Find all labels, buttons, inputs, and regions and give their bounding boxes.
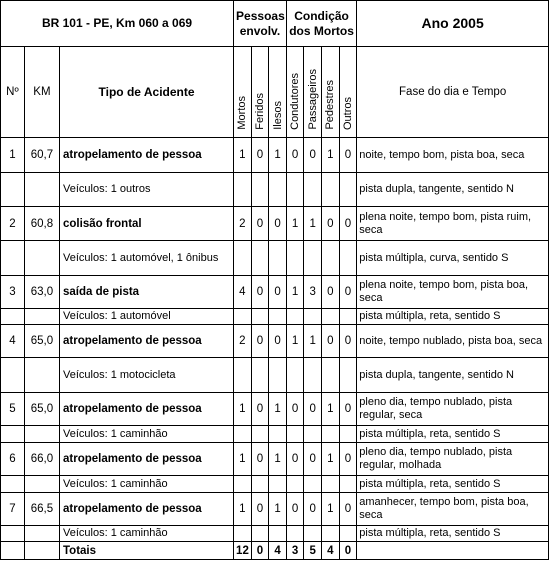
row-ilesos: 1 <box>269 443 287 476</box>
row-number: 7 <box>1 493 25 526</box>
detail-blank-n <box>1 476 25 493</box>
row-feridos: 0 <box>251 493 269 526</box>
row-number: 6 <box>1 443 25 476</box>
col-mortos-header: Mortos <box>234 47 252 138</box>
row-pista: pista múltipla, reta, sentido S <box>357 426 549 443</box>
row-feridos: 0 <box>251 138 269 173</box>
row-feridos: 0 <box>251 325 269 358</box>
row-km: 66,5 <box>24 493 59 526</box>
pessoas-envolv-header: Pessoas envolv. <box>234 1 287 47</box>
row-fase: plena noite, tempo bom, pista ruim, seca <box>357 207 549 241</box>
detail-blank-km <box>24 173 59 207</box>
accident-detail-row <box>1 241 549 276</box>
accident-row <box>1 493 549 526</box>
accident-row <box>1 138 549 173</box>
accident-detail-row <box>1 426 549 443</box>
row-km: 66,0 <box>24 443 59 476</box>
detail-blank-km <box>24 526 59 542</box>
row-km: 65,0 <box>24 325 59 358</box>
detail-blank-km <box>24 426 59 443</box>
totals-condutores: 3 <box>286 542 304 560</box>
totals-mortos: 12 <box>234 542 252 560</box>
row-ilesos: 0 <box>269 276 287 309</box>
row-pedestres: 1 <box>322 393 340 426</box>
detail-blank-mortos <box>234 309 252 325</box>
row-tipo: colisão frontal <box>60 207 234 241</box>
detail-blank-passageiros <box>304 173 322 207</box>
accident-detail-row <box>1 309 549 325</box>
row-pista: pista múltipla, reta, sentido S <box>357 526 549 542</box>
row-number: 4 <box>1 325 25 358</box>
row-pista: pista múltipla, curva, sentido S <box>357 241 549 276</box>
detail-blank-condutores <box>286 358 304 393</box>
detail-blank-n <box>1 241 25 276</box>
row-fase: noite, tempo bom, pista boa, seca <box>357 138 549 173</box>
row-fase: plena noite, tempo bom, pista boa, seca <box>357 276 549 309</box>
row-condutores: 0 <box>286 393 304 426</box>
row-passageiros: 3 <box>304 276 322 309</box>
row-veiculos: Veículos: 1 caminhão <box>60 476 234 493</box>
row-km: 63,0 <box>24 276 59 309</box>
row-veiculos: Veículos: 1 outros <box>60 173 234 207</box>
detail-blank-pedestres <box>322 426 340 443</box>
detail-blank-passageiros <box>304 526 322 542</box>
totals-feridos: 0 <box>251 542 269 560</box>
totals-blank-fase <box>357 542 549 560</box>
row-ilesos: 1 <box>269 138 287 173</box>
row-ilesos: 1 <box>269 493 287 526</box>
row-outros: 0 <box>339 138 357 173</box>
row-pedestres: 0 <box>322 207 340 241</box>
row-feridos: 0 <box>251 276 269 309</box>
col-condutores-header: Condutores <box>286 47 304 138</box>
detail-blank-n <box>1 426 25 443</box>
detail-blank-km <box>24 309 59 325</box>
detail-blank-feridos <box>251 526 269 542</box>
col-km-header: KM <box>24 47 59 138</box>
col-pedestres-header: Pedestres <box>322 47 340 138</box>
row-mortos: 1 <box>234 393 252 426</box>
row-passageiros: 0 <box>304 393 322 426</box>
detail-blank-mortos <box>234 526 252 542</box>
row-outros: 0 <box>339 325 357 358</box>
row-number: 3 <box>1 276 25 309</box>
totals-row <box>1 542 549 560</box>
row-pedestres: 1 <box>322 138 340 173</box>
header-row-columns <box>1 47 549 138</box>
detail-blank-passageiros <box>304 476 322 493</box>
detail-blank-feridos <box>251 476 269 493</box>
detail-blank-feridos <box>251 173 269 207</box>
detail-blank-passageiros <box>304 241 322 276</box>
row-tipo: atropelamento de pessoa <box>60 325 234 358</box>
row-tipo: atropelamento de pessoa <box>60 393 234 426</box>
detail-blank-mortos <box>234 476 252 493</box>
detail-blank-pedestres <box>322 309 340 325</box>
detail-blank-ilesos <box>269 173 287 207</box>
row-condutores: 1 <box>286 325 304 358</box>
accident-row <box>1 443 549 476</box>
row-feridos: 0 <box>251 443 269 476</box>
row-pista: pista múltipla, reta, sentido S <box>357 476 549 493</box>
totals-label: Totais <box>60 542 234 560</box>
detail-blank-feridos <box>251 241 269 276</box>
row-veiculos: Veículos: 1 motocicleta <box>60 358 234 393</box>
row-condutores: 0 <box>286 493 304 526</box>
totals-blank-n <box>1 542 25 560</box>
detail-blank-n <box>1 309 25 325</box>
detail-blank-ilesos <box>269 476 287 493</box>
row-outros: 0 <box>339 493 357 526</box>
row-passageiros: 1 <box>304 207 322 241</box>
detail-blank-condutores <box>286 309 304 325</box>
row-mortos: 2 <box>234 325 252 358</box>
detail-blank-feridos <box>251 309 269 325</box>
detail-blank-feridos <box>251 358 269 393</box>
detail-blank-pedestres <box>322 241 340 276</box>
row-passageiros: 0 <box>304 138 322 173</box>
row-fase: amanhecer, tempo bom, pista boa, seca <box>357 493 549 526</box>
row-condutores: 1 <box>286 207 304 241</box>
row-pedestres: 1 <box>322 493 340 526</box>
row-fase: pleno dia, tempo nublado, pista regular, molhada <box>357 443 549 476</box>
condicao-mortos-header: Condição dos Mortos <box>286 1 356 47</box>
col-outros-header: Outros <box>339 47 357 138</box>
detail-blank-km <box>24 358 59 393</box>
row-tipo: saída de pista <box>60 276 234 309</box>
totals-ilesos: 4 <box>269 542 287 560</box>
detail-blank-km <box>24 476 59 493</box>
year-header: Ano 2005 <box>357 1 549 47</box>
row-feridos: 0 <box>251 393 269 426</box>
totals-blank-km <box>24 542 59 560</box>
col-feridos-header: Feridos <box>251 47 269 138</box>
detail-blank-condutores <box>286 476 304 493</box>
totals-pedestres: 4 <box>322 542 340 560</box>
row-outros: 0 <box>339 393 357 426</box>
row-tipo: atropelamento de pessoa <box>60 138 234 173</box>
detail-blank-mortos <box>234 241 252 276</box>
totals-outros: 0 <box>339 542 357 560</box>
detail-blank-condutores <box>286 426 304 443</box>
detail-blank-n <box>1 173 25 207</box>
row-pedestres: 0 <box>322 325 340 358</box>
row-mortos: 1 <box>234 443 252 476</box>
detail-blank-ilesos <box>269 526 287 542</box>
detail-blank-outros <box>339 526 357 542</box>
detail-blank-mortos <box>234 173 252 207</box>
detail-blank-pedestres <box>322 526 340 542</box>
table-title: BR 101 - PE, Km 060 a 069 <box>1 1 234 47</box>
row-ilesos: 1 <box>269 393 287 426</box>
col-tipo-header: Tipo de Acidente <box>60 47 234 138</box>
row-passageiros: 0 <box>304 443 322 476</box>
row-fase: noite, tempo nublado, pista boa, seca <box>357 325 549 358</box>
row-pedestres: 1 <box>322 443 340 476</box>
detail-blank-n <box>1 526 25 542</box>
row-fase: pleno dia, tempo nublado, pista regular, seca <box>357 393 549 426</box>
detail-blank-n <box>1 358 25 393</box>
detail-blank-pedestres <box>322 173 340 207</box>
detail-blank-ilesos <box>269 309 287 325</box>
detail-blank-mortos <box>234 426 252 443</box>
accident-detail-row <box>1 526 549 542</box>
detail-blank-condutores <box>286 241 304 276</box>
detail-blank-passageiros <box>304 358 322 393</box>
detail-blank-passageiros <box>304 309 322 325</box>
row-km: 60,7 <box>24 138 59 173</box>
row-ilesos: 0 <box>269 325 287 358</box>
detail-blank-pedestres <box>322 476 340 493</box>
detail-blank-outros <box>339 241 357 276</box>
row-pedestres: 0 <box>322 276 340 309</box>
row-mortos: 1 <box>234 138 252 173</box>
row-pista: pista dupla, tangente, sentido N <box>357 173 549 207</box>
detail-blank-pedestres <box>322 358 340 393</box>
accident-row <box>1 325 549 358</box>
row-outros: 0 <box>339 207 357 241</box>
detail-blank-passageiros <box>304 426 322 443</box>
col-fase-header: Fase do dia e Tempo <box>357 47 549 138</box>
row-mortos: 1 <box>234 493 252 526</box>
row-tipo: atropelamento de pessoa <box>60 493 234 526</box>
detail-blank-ilesos <box>269 426 287 443</box>
detail-blank-outros <box>339 173 357 207</box>
detail-blank-condutores <box>286 173 304 207</box>
row-pista: pista múltipla, reta, sentido S <box>357 309 549 325</box>
row-ilesos: 0 <box>269 207 287 241</box>
accident-row <box>1 276 549 309</box>
header-row-top <box>1 1 549 47</box>
row-condutores: 1 <box>286 276 304 309</box>
row-feridos: 0 <box>251 207 269 241</box>
row-passageiros: 0 <box>304 493 322 526</box>
col-passageiros-header: Passageiros <box>304 47 322 138</box>
row-outros: 0 <box>339 276 357 309</box>
row-number: 1 <box>1 138 25 173</box>
accident-detail-row <box>1 358 549 393</box>
row-mortos: 4 <box>234 276 252 309</box>
row-number: 2 <box>1 207 25 241</box>
detail-blank-ilesos <box>269 358 287 393</box>
detail-blank-condutores <box>286 526 304 542</box>
accident-detail-row <box>1 173 549 207</box>
detail-blank-outros <box>339 426 357 443</box>
row-veiculos: Veículos: 1 automóvel <box>60 309 234 325</box>
row-mortos: 2 <box>234 207 252 241</box>
row-number: 5 <box>1 393 25 426</box>
row-condutores: 0 <box>286 443 304 476</box>
detail-blank-ilesos <box>269 241 287 276</box>
row-veiculos: Veículos: 1 caminhão <box>60 426 234 443</box>
detail-blank-km <box>24 241 59 276</box>
detail-blank-outros <box>339 309 357 325</box>
accident-row <box>1 393 549 426</box>
row-km: 65,0 <box>24 393 59 426</box>
col-ilesos-header: Ilesos <box>269 47 287 138</box>
row-passageiros: 1 <box>304 325 322 358</box>
row-pista: pista dupla, tangente, sentido N <box>357 358 549 393</box>
totals-passageiros: 5 <box>304 542 322 560</box>
col-n-header: Nº <box>1 47 25 138</box>
detail-blank-mortos <box>234 358 252 393</box>
row-km: 60,8 <box>24 207 59 241</box>
row-condutores: 0 <box>286 138 304 173</box>
row-veiculos: Veículos: 1 caminhão <box>60 526 234 542</box>
accident-row <box>1 207 549 241</box>
row-veiculos: Veículos: 1 automóvel, 1 ônibus <box>60 241 234 276</box>
detail-blank-feridos <box>251 426 269 443</box>
detail-blank-outros <box>339 476 357 493</box>
row-tipo: atropelamento de pessoa <box>60 443 234 476</box>
detail-blank-outros <box>339 358 357 393</box>
accident-detail-row <box>1 476 549 493</box>
row-outros: 0 <box>339 443 357 476</box>
